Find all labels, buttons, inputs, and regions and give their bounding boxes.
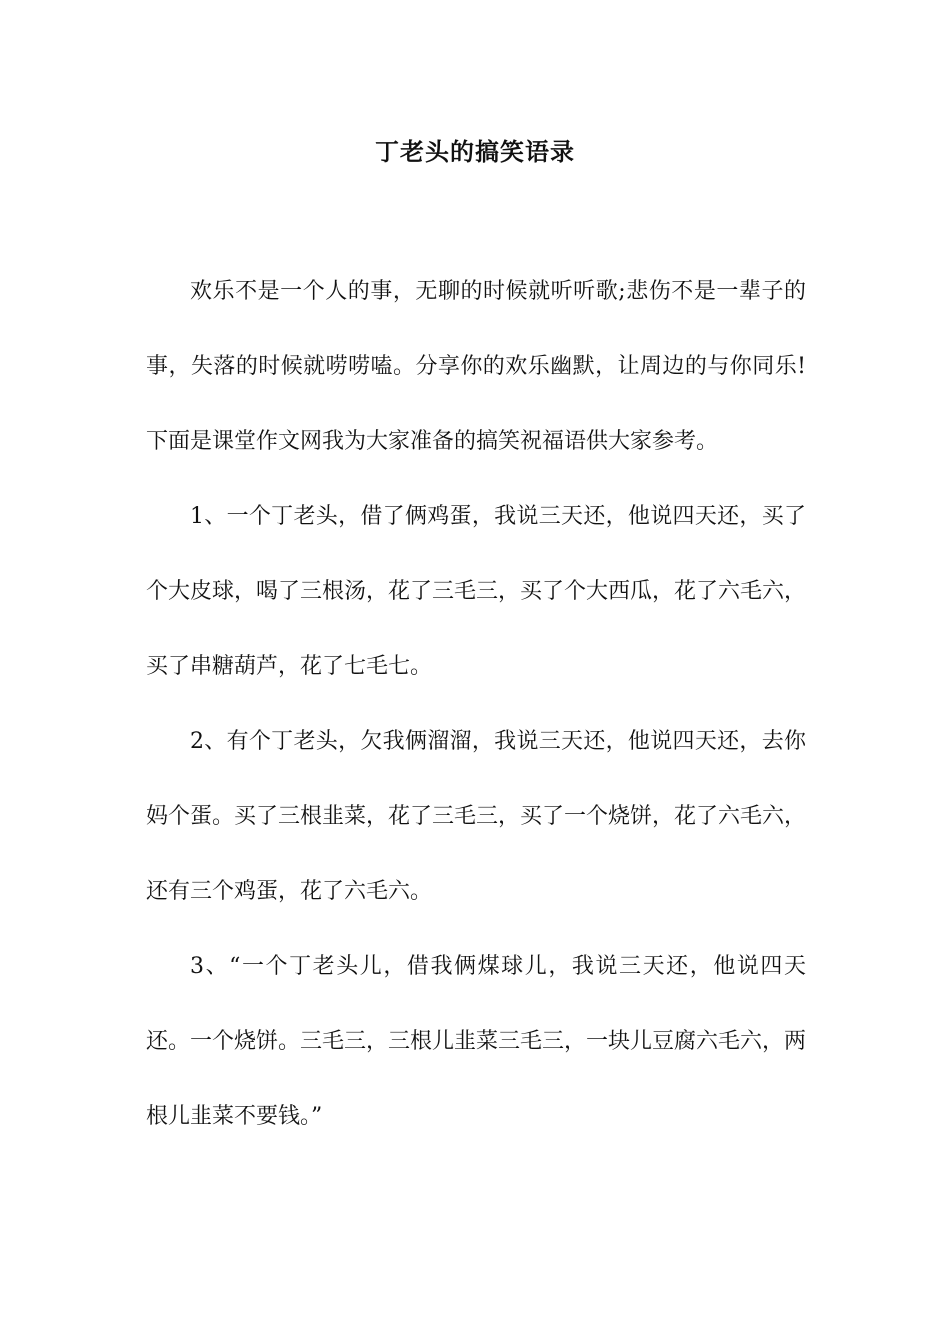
paragraph-item-3: 3、“一个丁老头儿，借我俩煤球儿，我说三天还，他说四天还。一个烧饼。三毛三，三根儿韭菜三毛三，一块儿豆腐六毛六，两根儿韭菜不要钱。” (146, 954, 807, 1129)
document-body (146, 254, 806, 1154)
paragraph-item-2: 2、有个丁老头，欠我俩溜溜，我说三天还，他说四天还，去你妈个蛋。买了三根韭菜，花了三毛三，买了一个烧饼，花了六毛六，还有三个鸡蛋，花了六毛六。 (146, 729, 807, 904)
paragraph-item-1: 1、一个丁老头，借了俩鸡蛋，我说三天还，他说四天还，买了个大皮球，喝了三根汤，花了三毛三，买了个大西瓜，花了六毛六，买了串糖葫芦，花了七毛七。 (146, 504, 807, 679)
document-title: 丁老头的搞笑语录 (375, 138, 575, 166)
paragraph-intro: 欢乐不是一个人的事，无聊的时候就听听歌;悲伤不是一辈子的事，失落的时候就唠唠嗑。分享你的欢乐幽默，让周边的与你同乐!下面是课堂作文网我为大家准备的搞笑祝福语供大家参考。 (146, 279, 806, 454)
